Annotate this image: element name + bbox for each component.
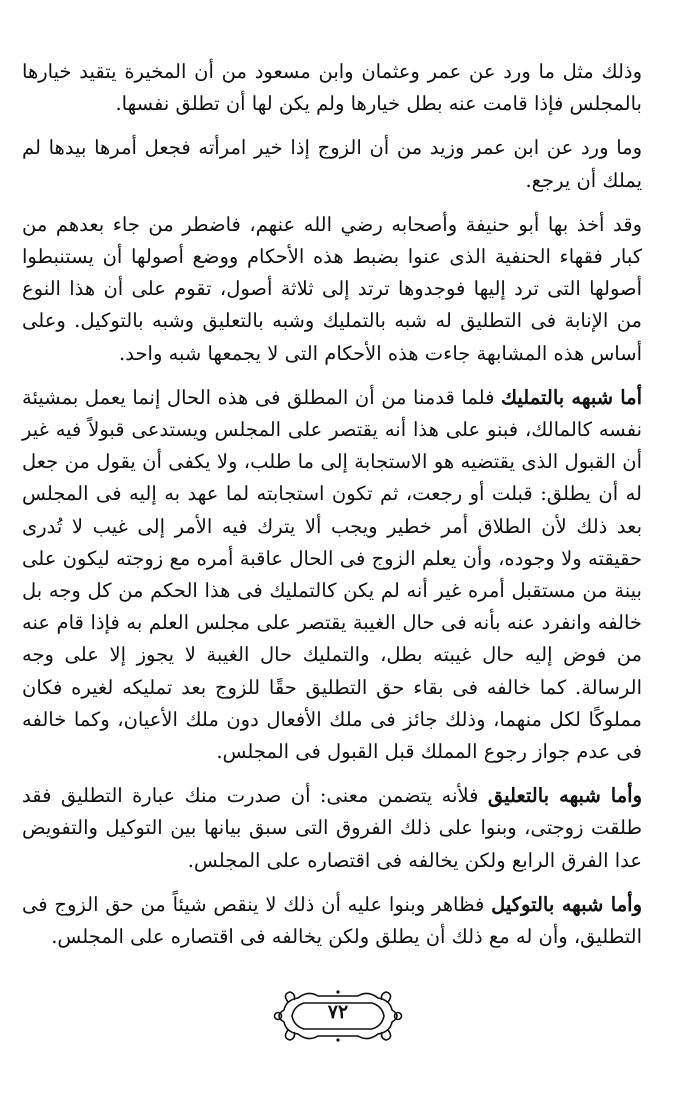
body-text (22, 56, 642, 965)
paragraph-text: وما ورد عن ابن عمر وزيد من أن الزوج إذا خير امرأته فجعل أمرها بيدها لم يملك أن يرجع. (22, 136, 642, 192)
paragraph-heading: أما شبهه بالتمليك (500, 385, 642, 409)
paragraph-text: وذلك مثل ما ورد عن عمر وعثمان وابن مسعود من أن المخيرة يتقيد خيارها بالمجلس فإذا قامت عنه بطل خيارها ولم يكن لها أن تطلق نفسها. (22, 60, 642, 116)
paragraph-heading: وأما شبهه بالتوكيل (491, 892, 642, 916)
paragraph-text: فلأنه يتضمن معنى: أن صدرت منك عبارة التطليق فقد طلقت زوجتى، وبنوا على ذلك الفروق التى سبق بيانها بين التوكيل والتفويض عدا الفرق الرابع ولكن يخالفه فى اقتصاره على المجلس. (22, 784, 642, 872)
paragraph (22, 780, 642, 877)
paragraph-text: فلما قدمنا من أن المطلق فى هذه الحال إنما يعمل بمشيئة نفسه كالمالك، فبنو على هذا أنه يقتصر على المجلس ويستدعى قبولاً فيه غير أن القبول الذى يقتضيه هو الاستجابة إلى ما طلب، ولا يكفى أن يقول من جعل له أن يطلق: قبلت أو رجعت، ثم تكون استجابته لما عهد به إليه فى المجلس بعد ذلك لأن الطلاق أمر خطير ويجب ألا يترك فيه الأمر إلى غيب لا تُدرى حقيقته ولا وجوده، وأن يعلم الزوج فى الحال عاقبة أمره مع زوجته ليكون على بينة من مستقبل أمره غير أنه لم يكن كالتمليك فى هذا الحكم من كل وجه بل خالفه وانفرد عنه بأنه فى حال الغيبة يقتصر على مجلس العلم به فإذا قام عنه من فوض إليه حال غيبته بطل، والتمليك حال الغيبة لا يجوز إلا على وجه الرسالة. كما خالفه فى بقاء حق التطليق حقًا للزوج بعد تمليكه لغيره فكان مملوكًا لكل منهما، وذلك جائز فى ملك الأفعال دون ملك الأعيان، وكما خالفه فى عدم جواز رجوع المملك قبل القبول فى المجلس. (22, 385, 642, 764)
paragraph (22, 889, 642, 953)
page-number: ٧٢ (327, 1001, 349, 1023)
page-number-frame (268, 986, 408, 1046)
paragraph-text: وقد أخذ بها أبو حنيفة وأصحابه رضي الله عنهم، فاضطر من جاء بعدهم من كبار فقهاء الحنفية الذى عنوا بضبط هذه الأحكام ووضع أصولها أن يستنبطوا أصولها التى ترد إليها فوجدوها ترتد إلى ثلاثة أصول، تقوم على أن هذا النوع من الإنابة فى التطليق له شبه بالتمليك وشبه بالتعليق وشبه بالتوكيل. وعلى أساس هذه المشابهة جاءت هذه الأحكام التى لا يجمعها شبه واحد. (22, 212, 642, 365)
paragraph (22, 132, 642, 196)
paragraph (22, 209, 642, 370)
paragraph-text: فظاهر وبنوا عليه أن ذلك لا ينقص شيئاً من حق الزوج فى التطليق، وأن له مع ذلك أن يطلق ولكن يخالفه فى اقتصاره على المجلس. (22, 892, 642, 949)
paragraph-heading: وأما شبهه بالتعليق (487, 784, 643, 808)
paragraph (22, 56, 642, 120)
paragraph (22, 382, 642, 768)
